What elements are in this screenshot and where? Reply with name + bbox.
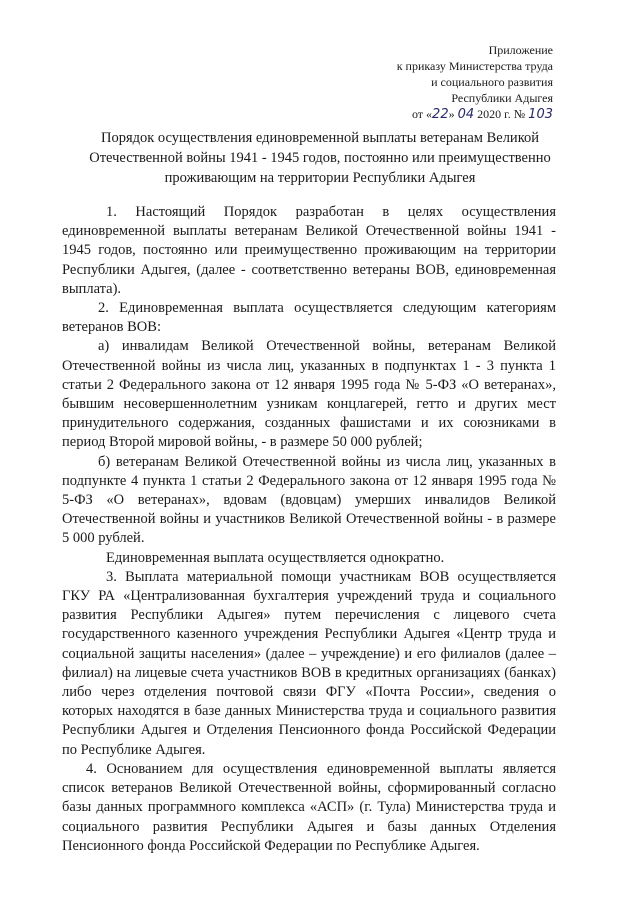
appendix-block [397, 42, 553, 123]
order-number: 103 [528, 107, 553, 122]
appendix-ministry: и социального развития [431, 75, 553, 89]
document-title: Порядок осуществления единовременной выплаты ветеранам Великой Отечественной войны 1941 - 1945 годов, постоянно или преимущественно проживающим на территории Республики Адыгея [89, 130, 551, 186]
appendix-heading: Приложение [488, 43, 553, 57]
paragraph-3: 3. Выплата материальной помощи участникам ВОВ осуществляется ГКУ РА «Централизованная бухгалтерия учреждений труда и социального развития Республики Адыгея» путем перечисления с лицевого счета государственного казенного учреждения Республики Адыгея «Центр труда и социальной защиты населения» (далее – учреждение) и его филиалов (далее – филиал) на лицевые счета участников ВОВ в кредитных организациях (банках) либо через отделения почтовой связи ФГУ «Почта России», сведения о которых находятся в базе данных Министерства труда и социального развития Республики Адыгея и Отделения Пенсионного фонда Российской Федерации по Республике Адыгея. [62, 568, 556, 758]
paragraph-2b: б) ветеранам Великой Отечественной войны из числа лиц, указанных в подпункте 4 пункта 1 статьи 2 Федерального закона от 12 января 1995 года № 5-ФЗ «О ветеранах», вдовам (вдовцам) умерших инвалидов Великой Отечественной войны и участников Великой Отечественной войны - в размере 5 000 рублей. [62, 453, 556, 547]
date-prefix: от « [411, 107, 433, 121]
paragraph-4: 4. Основанием для осуществления единовременной выплаты является список ветеранов Великой Отечественной войны, сформированный согласно базы данных программного комплекса «АСП» (г. Тула) Министерства труда и социального развития Республики Адыгея и базы данных Отделения Пенсионного фонда Российской Федерации по Республике Адыгея. [62, 760, 556, 854]
appendix-republic: Республики Адыгея [451, 91, 553, 105]
paragraph-once: Единовременная выплата осуществляется однократно. [106, 549, 445, 566]
paragraph-1: 1. Настоящий Порядок разработан в целях осуществления единовременной выплаты ветеранам Великой Отечественной войны 1941 - 1945 годов, постоянно или преимущественно проживающим на территории Республики Адыгея, (далее - соответственно ветераны ВОВ, единовременная выплата). [62, 204, 556, 297]
document-body [62, 203, 556, 856]
paragraph-2a: а) инвалидам Великой Отечественной войны, ветеранам Великой Отечественной войны из числа лиц, указанных в подпунктах 1 - 3 пункта 1 статьи 2 Федерального закона от 12 января 1995 года № 5-ФЗ «О ветеранах», бывшим несовершеннолетним узникам концлагерей, гетто и других мест принудительного содержания, созданных фашистами и их союзниками в период Второй мировой войны, - в размере 50 000 рублей; [62, 338, 556, 451]
paragraph-2: 2. Единовременная выплата осуществляется следующим категориям ветеранов ВОВ: [62, 300, 556, 336]
appendix-date-line [397, 106, 553, 123]
date-day: 22 [432, 107, 449, 122]
date-sep: » [448, 107, 458, 121]
date-month: 04 [457, 107, 475, 122]
appendix-order-ref: к приказу Министерства труда [396, 59, 553, 73]
date-year: 2020 г. № [474, 107, 529, 121]
